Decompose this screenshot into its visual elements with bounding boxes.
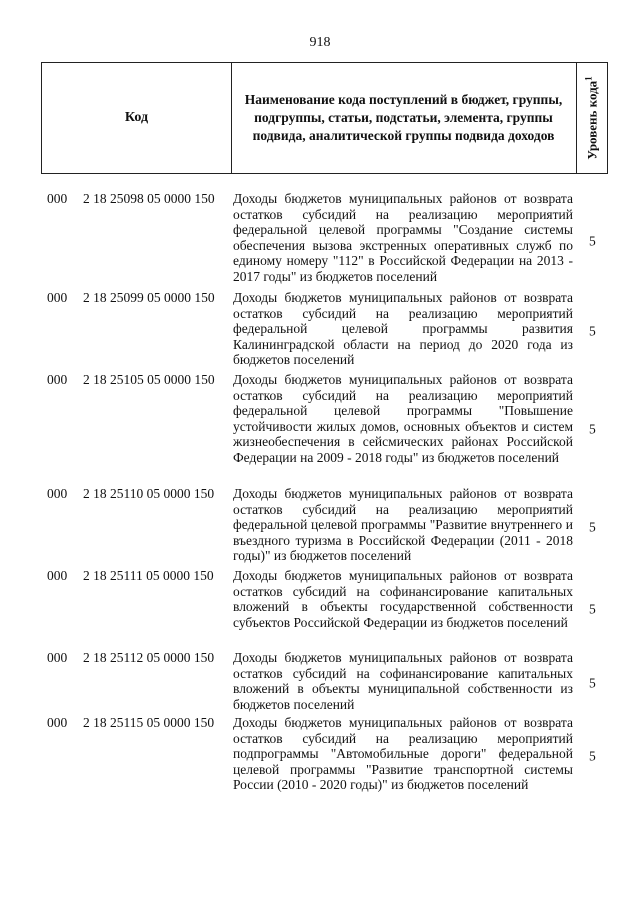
page-number: 918 xyxy=(309,35,331,50)
table-row xyxy=(41,715,608,797)
row-level: 5 xyxy=(589,519,596,535)
row-code: 2 18 25112 05 0000 150 xyxy=(83,650,215,665)
row-code: 2 18 25115 05 0000 150 xyxy=(83,715,215,730)
row-name: Доходы бюджетов муниципальных районов от возврата остатков субсидий на реализацию мероприятий федеральной целевой программы "Повышение устойчивости жилых домов, основных объектов и систем жизнеобеспечения в сейсмических районах Российской Федерации на 2009 - 2018 годы" из бюджетов поселений xyxy=(233,372,573,465)
row-level: 5 xyxy=(589,748,596,764)
header-level-footnote: 1 xyxy=(583,76,594,81)
header-level xyxy=(583,76,600,159)
row-code: 2 18 25105 05 0000 150 xyxy=(83,372,215,387)
row-name: Доходы бюджетов муниципальных районов от возврата остатков субсидий на софинансирование капитальных вложений в объекты муниципальной собственности из бюджетов поселений xyxy=(233,650,573,712)
row-admin-code: 000 xyxy=(47,568,68,583)
table-row xyxy=(41,191,608,290)
row-name: Доходы бюджетов муниципальных районов от возврата остатков субсидий на реализацию мероприятий федеральной целевой программы развития Калининградской области на период до 2020 года из бюджетов поселений xyxy=(233,290,573,367)
row-code: 2 18 25111 05 0000 150 xyxy=(83,568,214,583)
row-level: 5 xyxy=(589,232,596,248)
table-row xyxy=(41,486,608,568)
table-row xyxy=(41,290,608,372)
header-name: Наименование кода поступлений в бюджет, группы, подгруппы, статьи, подстатьи, элемента, группы подвида, аналитической группы подвида доходов xyxy=(231,63,577,173)
row-admin-code: 000 xyxy=(47,191,68,206)
row-admin-code: 000 xyxy=(47,486,68,501)
table-body xyxy=(41,191,608,797)
row-admin-code: 000 xyxy=(47,290,68,305)
row-name: Доходы бюджетов муниципальных районов от возврата остатков субсидий на реализацию мероприятий подпрограммы "Автомобильные дороги" федеральной целевой программы "Развитие транспортной системы России (2010 - 2020 годы)" из бюджетов поселений xyxy=(233,715,573,792)
table-row xyxy=(41,372,608,486)
table-header xyxy=(41,62,608,174)
row-level: 5 xyxy=(589,601,596,617)
table-row xyxy=(41,568,608,650)
row-name: Доходы бюджетов муниципальных районов от возврата остатков субсидий на реализацию мероприятий федеральной целевой программы "Развитие внутреннего и въездного туризма в Российской Федерации (2011 - 2018 годы)" из бюджетов поселений xyxy=(233,486,573,563)
header-level-label: Уровень кода xyxy=(584,80,600,160)
header-level-cell xyxy=(577,63,607,173)
row-level: 5 xyxy=(589,674,596,690)
row-level: 5 xyxy=(589,421,596,437)
row-admin-code: 000 xyxy=(47,715,68,730)
row-code: 2 18 25110 05 0000 150 xyxy=(83,486,215,501)
row-code: 2 18 25098 05 0000 150 xyxy=(83,191,215,206)
row-name: Доходы бюджетов муниципальных районов от возврата остатков субсидий на софинансирование капитальных вложений в объекты государственной собственности субъектов Российской Федерации из бюджетов поселений xyxy=(233,568,573,630)
header-code: Код xyxy=(42,63,232,173)
row-name: Доходы бюджетов муниципальных районов от возврата остатков субсидий на реализацию мероприятий федеральной целевой программы "Создание системы обеспечения вызова экстренных оперативных служб по единому номеру "112" в Российской Федерации на 2013 - 2017 годы" из бюджетов поселений xyxy=(233,191,573,284)
row-level: 5 xyxy=(589,323,596,339)
table-row xyxy=(41,650,608,715)
row-code: 2 18 25099 05 0000 150 xyxy=(83,290,215,305)
row-admin-code: 000 xyxy=(47,372,68,387)
row-admin-code: 000 xyxy=(47,650,68,665)
